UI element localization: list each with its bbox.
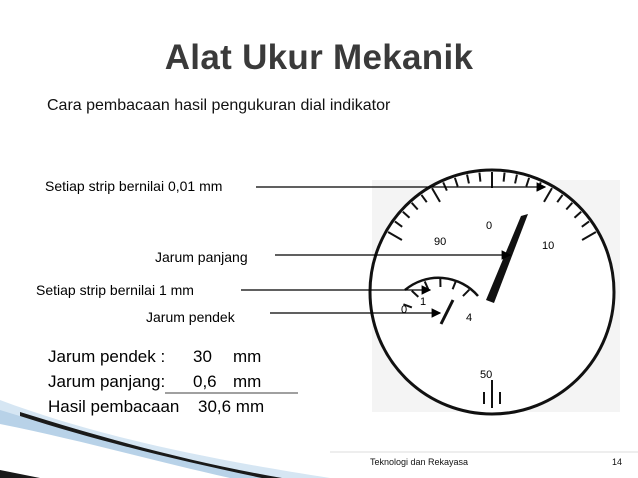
result-label-jarum-pendek: Jarum pendek : xyxy=(48,347,166,366)
small-scale-number-0: 0 xyxy=(401,304,408,316)
scale-number-10: 10 xyxy=(542,240,555,252)
scale-number-90: 90 xyxy=(434,236,447,248)
result-unit-jarum-pendek: mm xyxy=(233,347,262,366)
result-value-total: 30,6 mm xyxy=(198,397,265,416)
label-jarum-panjang: Jarum panjang xyxy=(155,249,248,265)
result-unit-jarum-panjang: mm xyxy=(233,372,262,391)
label-strip-001: Setiap strip bernilai 0,01 mm xyxy=(45,178,223,194)
page-title: Alat Ukur Mekanik xyxy=(164,38,474,77)
small-scale-number-4: 4 xyxy=(466,312,473,324)
result-value-jarum-pendek: 30 xyxy=(193,347,212,366)
label-jarum-pendek: Jarum pendek xyxy=(146,309,235,325)
page-subtitle: Cara pembacaan hasil pengukuran dial indikator xyxy=(47,97,391,114)
page-number: 14 xyxy=(612,457,623,467)
scale-number-50: 50 xyxy=(480,369,493,381)
small-scale-number-1: 1 xyxy=(420,296,427,308)
result-label-total: Hasil pembacaan xyxy=(48,397,180,416)
footer-org: Teknologi dan Rekayasa xyxy=(370,457,469,467)
result-label-jarum-panjang: Jarum panjang: xyxy=(48,372,166,391)
label-strip-1: Setiap strip bernilai 1 mm xyxy=(36,282,194,298)
scale-number-0: 0 xyxy=(486,220,493,232)
result-value-jarum-panjang: 0,6 xyxy=(193,372,217,391)
